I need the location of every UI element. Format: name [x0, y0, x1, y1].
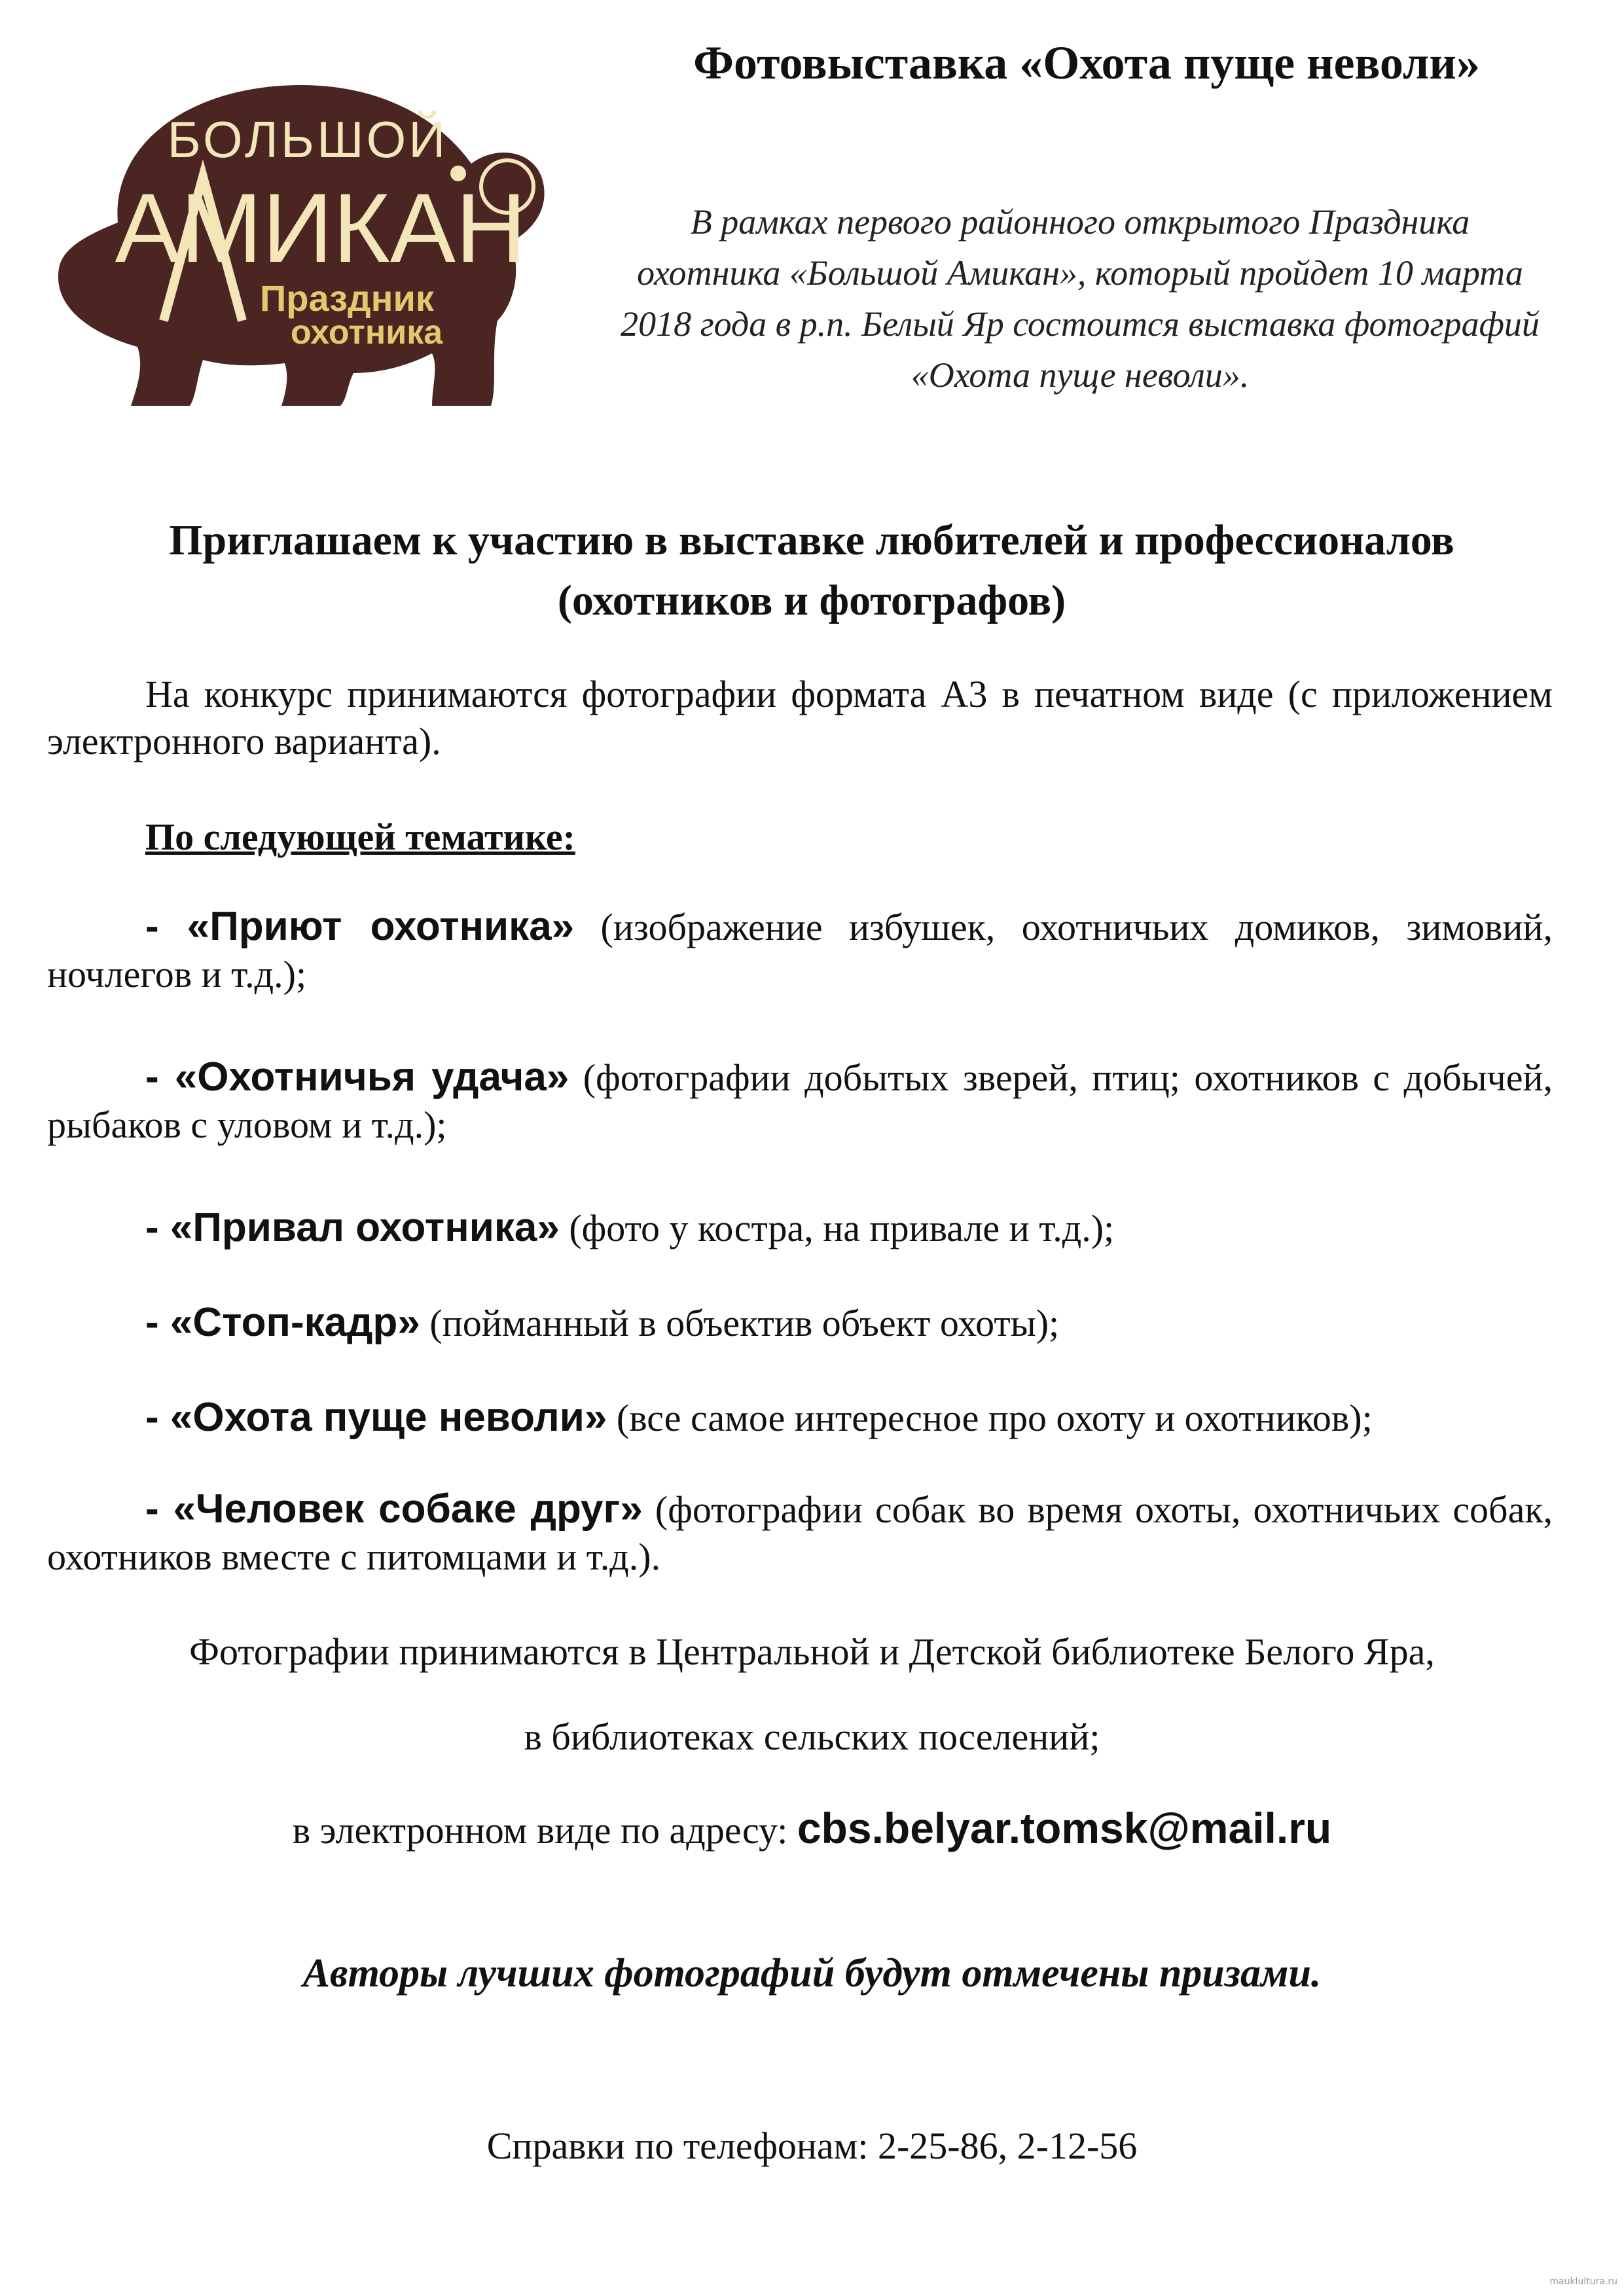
- page-title: Фотовыставка «Охота пуще неволи»: [693, 37, 1480, 89]
- accept-line-1: Фотографии принимаются в Центральной и Детской библиотеке Белого Яра,: [189, 1630, 1435, 1673]
- theme-desc: (фотографии добытых зверей, птиц; охотников с добычей, рыбаков с уловом и т.д.);: [47, 1056, 1553, 1146]
- theme-item-4: [47, 1299, 1553, 1347]
- theme-name: - «Стоп-кадр»: [145, 1300, 420, 1345]
- theme-name: - «Человек собаке друг»: [145, 1486, 643, 1532]
- invitation-heading: [52, 511, 1571, 631]
- logo-line-4: охотника: [290, 314, 443, 351]
- theme-name: - «Охотничья удача»: [145, 1054, 569, 1100]
- bear-logo-icon: [39, 59, 576, 412]
- theme-desc: (все самое интересное про охоту и охотников);: [607, 1397, 1373, 1439]
- intro-text: В рамках первого районного открытого Праздника охотника «Большой Амикан», который пройдет 10 марта 2018 года в р.п. Белый Яр состоится выставка фотографий «Охота пуще неволи».: [621, 202, 1540, 395]
- theme-name: - «Охота пуще неволи»: [145, 1395, 607, 1440]
- accept-line-3: [0, 1803, 1624, 1853]
- invitation-line-1: Приглашаем к участию в выставке любителей и профессионалов: [169, 516, 1454, 564]
- theme-desc: (пойманный в объектив объект охоты);: [420, 1302, 1060, 1344]
- invitation-line-2: (охотников и фотографов): [557, 577, 1066, 624]
- contact-email: cbs.belyar.tomsk@mail.ru: [797, 1804, 1332, 1852]
- logo-line-1: БОЛЬШОЙ: [167, 111, 448, 168]
- watermark: mauklultura.ru: [1549, 2276, 1617, 2287]
- theme-desc: (фотографии собак во время охоты, охотничьих собак, охотников вместе с питомцами и т.д.).: [47, 1488, 1553, 1578]
- accept-line-2: в библиотеках сельских поселений;: [524, 1715, 1100, 1758]
- theme-item-2: [47, 1054, 1553, 1149]
- theme-desc: (фото у костра, на привале и т.д.);: [559, 1207, 1115, 1249]
- format-block: [47, 671, 1553, 765]
- theme-item-3: [47, 1204, 1553, 1252]
- format-paragraph: На конкурс принимаются фотографии формата А3 в печатном виде (с приложением электронного варианта).: [47, 673, 1553, 762]
- theme-item-6: [47, 1486, 1553, 1581]
- prizes-notice: Авторы лучших фотографий будут отмечены призами.: [302, 1951, 1322, 1996]
- theme-item-5: [47, 1394, 1553, 1442]
- logo-line-3: Праздник: [260, 278, 434, 319]
- email-label: в электронном виде по адресу:: [292, 1809, 797, 1852]
- theme-name: - «Приют охотника»: [145, 904, 575, 949]
- theme-desc: (изображение избушек, охотничьих домиков, зимовий, ночлегов и т.д.);: [47, 906, 1553, 996]
- contact-phones: Справки по телефонам: 2-25-86, 2-12-56: [486, 2125, 1138, 2167]
- theme-item-1: [47, 903, 1553, 998]
- logo-line-2: АМИКАН: [115, 173, 527, 283]
- themes-heading: По следующей тематике:: [145, 816, 575, 858]
- festival-logo: [39, 59, 576, 412]
- theme-name: - «Привал охотника»: [145, 1205, 560, 1250]
